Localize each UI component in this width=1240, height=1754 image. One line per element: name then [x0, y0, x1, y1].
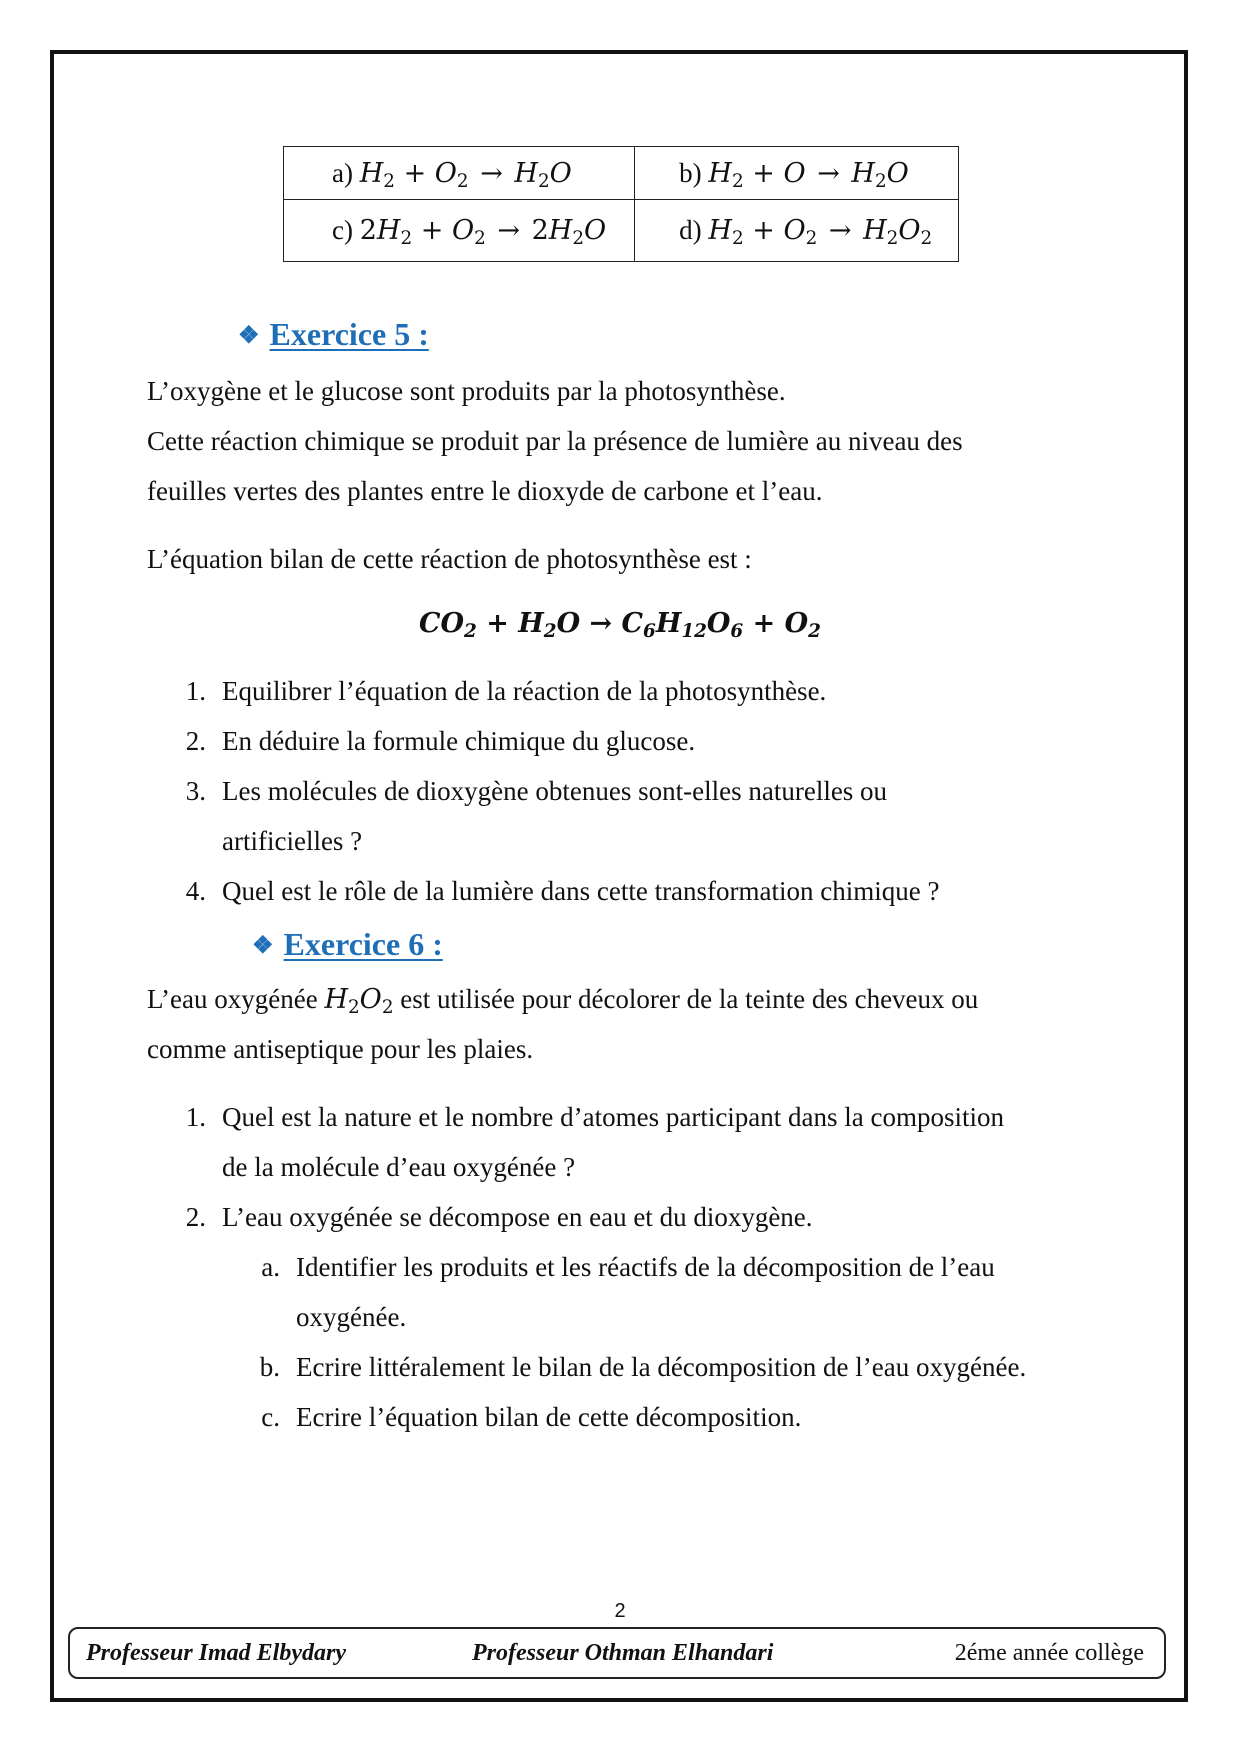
hydrogen-peroxide-formula: $H_2O_2$ [324, 984, 394, 1019]
footer-author-2: Professeur Othman Elhandari [472, 1639, 774, 1666]
exercise6-heading [252, 926, 443, 963]
choice-b: b) $H_2 + O \to H_2O$ [635, 147, 959, 200]
exercise6-subquestion-a-cont: oxygénée. [296, 1302, 407, 1332]
footer-level: 2éme année collège [954, 1639, 1144, 1666]
footer-author-1: Professeur Imad Elbydary [86, 1639, 346, 1666]
exercise6-question-1: 1. Quel est la nature et le nombre d’atomes participant dans la composition [185, 1102, 1005, 1132]
answer-choices-table [283, 146, 959, 262]
exercise5-text-line2: feuilles vertes des plantes entre le dioxyde de carbone et l’eau. [147, 476, 823, 506]
diamond-bullet-icon: ❖ [238, 323, 260, 349]
choice-a: a) $H_2 + O_2 \to H_2O$ [284, 147, 635, 200]
exercise6-subquestion-b: b. Ecrire littéralement le bilan de la décomposition de l’eau oxygénée. [259, 1352, 1027, 1382]
exercise5-question-1: 1. Equilibrer l’équation de la réaction de la photosynthèse. [185, 676, 827, 706]
page-number: 2 [614, 1600, 626, 1622]
exercise6-subquestion-a: a. Identifier les produits et les réactifs de la décomposition de l’eau [261, 1252, 995, 1282]
footer-box [68, 1627, 1166, 1679]
choice-c: c) $2H_2 + O_2 \to 2H_2O$ [284, 200, 635, 262]
exercise6-intro-line1: L’eau oxygénée $H_2O_2$ est utilisée pour décolorer de la teinte des cheveux ou [147, 984, 979, 1019]
exercise5-question-2: 2. En déduire la formule chimique du glucose. [185, 726, 696, 756]
choice-d: d) $H_2 + O_2 \to H_2O_2$ [635, 200, 959, 262]
photosynthesis-equation: $CO_2 + H_2O \to C_6H_{12}O_6 + O_2$ [419, 608, 821, 643]
exercise5-intro: L’oxygène et le glucose sont produits par la photosynthèse. [147, 376, 786, 406]
diamond-bullet-icon: ❖ [252, 933, 274, 959]
exercise5-question-3-cont: artificielles ? [222, 826, 363, 856]
exercise6-subquestion-c: c. Ecrire l’équation bilan de cette décomposition. [261, 1402, 802, 1432]
exercise5-text-line1: Cette réaction chimique se produit par la présence de lumière au niveau des [147, 426, 963, 456]
exercise6-question-2: 2. L’eau oxygénée se décompose en eau et du dioxygène. [185, 1202, 813, 1232]
exercise6-title: Exercice 6 : [283, 926, 443, 962]
exercise5-equation-intro: L’équation bilan de cette réaction de photosynthèse est : [147, 544, 752, 574]
exercise5-question-4: 4. Quel est le rôle de la lumière dans cette transformation chimique ? [185, 876, 940, 906]
exercise6-question-1-cont: de la molécule d’eau oxygénée ? [222, 1152, 576, 1182]
exercise5-heading [238, 316, 429, 353]
exercise6-intro-line2: comme antiseptique pour les plaies. [147, 1034, 534, 1064]
exercise5-title: Exercice 5 : [269, 316, 429, 352]
exercise5-question-3: 3. Les molécules de dioxygène obtenues sont-elles naturelles ou [185, 776, 888, 806]
